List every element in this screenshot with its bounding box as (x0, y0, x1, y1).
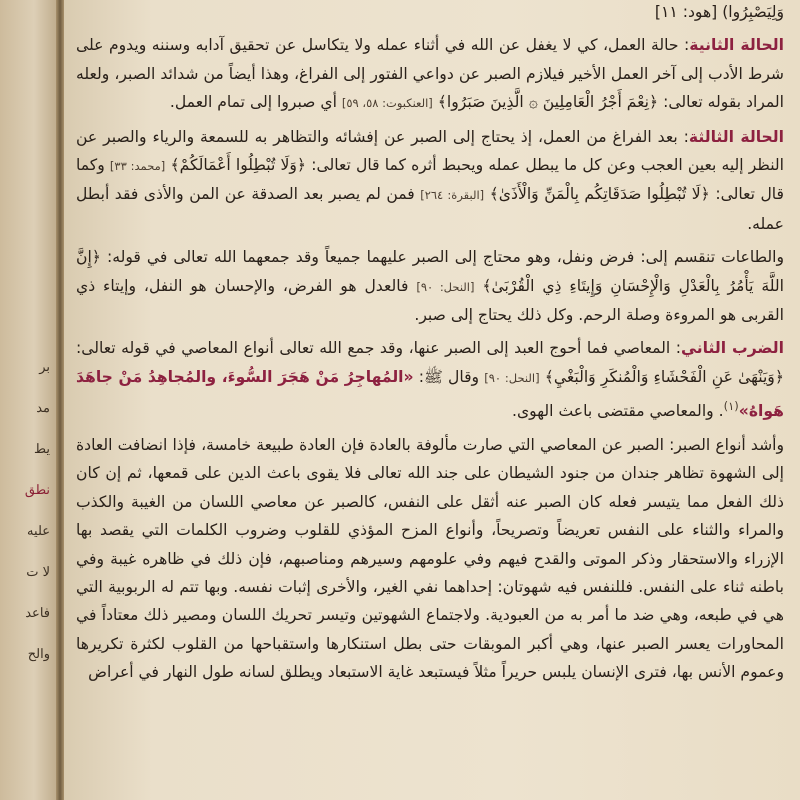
fragment: عليه (27, 524, 50, 539)
fragment: لا ت (26, 565, 50, 580)
paragraph-text: : المعاصي فما أحوج العبد إلى الصبر عنها، وقد جمع الله تعالى أنواع المعاصي في قوله تعالى: (76, 339, 681, 358)
paragraph-obedience (76, 242, 784, 329)
fragment: فاعد (25, 606, 50, 621)
fragment: والح (27, 647, 50, 662)
section-heading: الحالة الثالثة (688, 127, 784, 146)
paragraph-hardest-patience (76, 430, 784, 687)
quran-verse: ﴿لَا تُبْطِلُوا صَدَقَاتِكُم بِالْمَنِّ وَالْأَذَىٰ﴾ (489, 185, 710, 204)
fragment: مد (36, 401, 50, 416)
section-heading: الضرب الثاني (681, 339, 784, 358)
section-heading: الحالة الثانية (689, 36, 784, 55)
previous-page-edge (0, 0, 62, 800)
quran-verse: ﴿وَلَا تُبْطِلُوا أَعْمَالَكُمْ﴾ (170, 156, 307, 175)
verse-reference: [النحل: ٩٠] (484, 370, 540, 385)
paragraph-text: : بعد الفراغ من العمل، إذ يحتاج إلى الصبر عن إفشائه والتظاهر به للسمعة والرياء والصبر عن النظر إليه بعين العجب وعن كل ما يبطل عمله ويحبط أثره كما قال تعالى: (76, 127, 784, 175)
fragment: نطق (24, 483, 50, 498)
previous-page-text-fragments (4, 360, 50, 662)
quran-verse: ﴿نِعْمَ أَجْرُ الْعَامِلِينَ ۞ الَّذِينَ صَبَرُوا﴾ (437, 93, 659, 112)
paragraph-text: وقال ﷺ: (413, 367, 485, 386)
paragraph-text: وأشد أنواع الصبر: الصبر عن المعاصي التي صارت مألوفة بالعادة فإن العادة طبيعة خامسة، فإذا انضافت العادة إلى الشهوة تظاهر جندان من جنود الشيطان على جند الله تعالى فلا يقوى باعث الدين على قمعها، ثم إن كان ذلك الفعل مما يتيسر فعله كان الصبر عنه أثقل على النفس، كالصبر عن معاصي اللسان من الغيبة والكذب والمراء والثناء على النفس تعريضاً وتصريحاً، وأنواع المزح المؤذي للقلوب وضروب الكلمات التي يقصد بها الإزراء والاستحقار وذكر الموتى والقدح فيهم وفي علومهم وسيرهم ومناصبهم، فإن ذلك في ظاهره غيبة وفي باطنه ثناء على النفس. فللنفس فيه شهوتان: إحداهما نفي الغير، والأخرى إثبات نفسه. وبها تتم له الربوبية التي هي في طبعه، وهي ضد ما أمر به من العبودية. ولاجتماع الشهوتين وتيسر تحريك اللسان ومصير ذلك معتاداً في المحاورات يعسر الصبر عنها، وهي أكبر الموبقات حتى بطل استنكارها واستقباحها من القلوب لكثرة تكريرها وعموم الأنس بها، فترى الإنسان يلبس حريراً مثلاً فيستبعد غاية الاستبعاد ويطلق لسانه طول النهار في أعراض (76, 435, 784, 682)
book-gutter (56, 0, 64, 800)
paragraph-text: أي صبروا إلى تمام العمل. (169, 93, 342, 112)
fragment: يط (34, 442, 50, 457)
paragraph-text: والطاعات تنقسم إلى: فرض ونفل، وهو محتاج إلى الصبر عليهما جميعاً وقد جمعهما الله تعالى في قوله: (100, 248, 784, 267)
top-cut-line: وَلِيَصْبِرُوا) [هود: ١١] (654, 3, 784, 21)
verse-reference: [العنكبوت: ٥٨، ٥٩] (341, 96, 433, 111)
paragraph-text: فالعدل هو الفرض، والإحسان هو النفل، وإيتاء ذي القربى هو المروءة وصلة الرحم. وكل ذلك يحتاج إلى صبر. (76, 276, 784, 325)
footnote-marker: (١) (723, 399, 739, 414)
paragraph-text: فمن لم يصبر بعد الصدقة عن المن والأذى فقد أبطل عمله. (76, 185, 784, 233)
hadith-quote: «المُهاجِرُ مَنْ هَجَرَ السُّوءَ، والمُجاهِدُ مَنْ جاهَدَ هَواهُ» (76, 367, 784, 421)
paragraph-state-three (76, 122, 784, 239)
paragraph-state-two (76, 30, 784, 117)
book-page (64, 0, 800, 800)
quran-verse: ﴿وَيَنْهَىٰ عَنِ الْفَحْشَاءِ وَالْمُنكَرِ وَالْبَغْيِ﴾ (544, 367, 784, 386)
paragraph-text: : حالة العمل، كي لا يغفل عن الله في أثناء عمله ولا يتكاسل عن تحقيق آدابه وسننه ويدوم على شرط الأدب إلى آخر العمل الأخير فيلازم الصبر عن دواعي الفتور إلى الفراغ، وهذا أيضاً من شدائد الصبر، ولعله المراد بقوله تعالى: (76, 36, 784, 112)
paragraph-second-type (76, 333, 784, 425)
verse-reference: [البقرة: ٢٦٤] (420, 188, 485, 203)
paragraph-text: . والمعاصي مقتضى باعث الهوى. (512, 402, 724, 421)
quran-verse: ﴿إِنَّ اللَّهَ يَأْمُرُ بِالْعَدْلِ وَالْإِحْسَانِ وَإِيتَاءِ ذِي الْقُرْبَىٰ﴾ (76, 248, 784, 295)
page-body (76, 0, 784, 687)
paragraph-text: وكما قال تعالى: (76, 156, 784, 204)
verse-reference: [النحل: ٩٠] (416, 279, 475, 294)
verse-reference: [محمد: ٣٣] (109, 159, 166, 174)
fragment: بر (39, 360, 50, 375)
